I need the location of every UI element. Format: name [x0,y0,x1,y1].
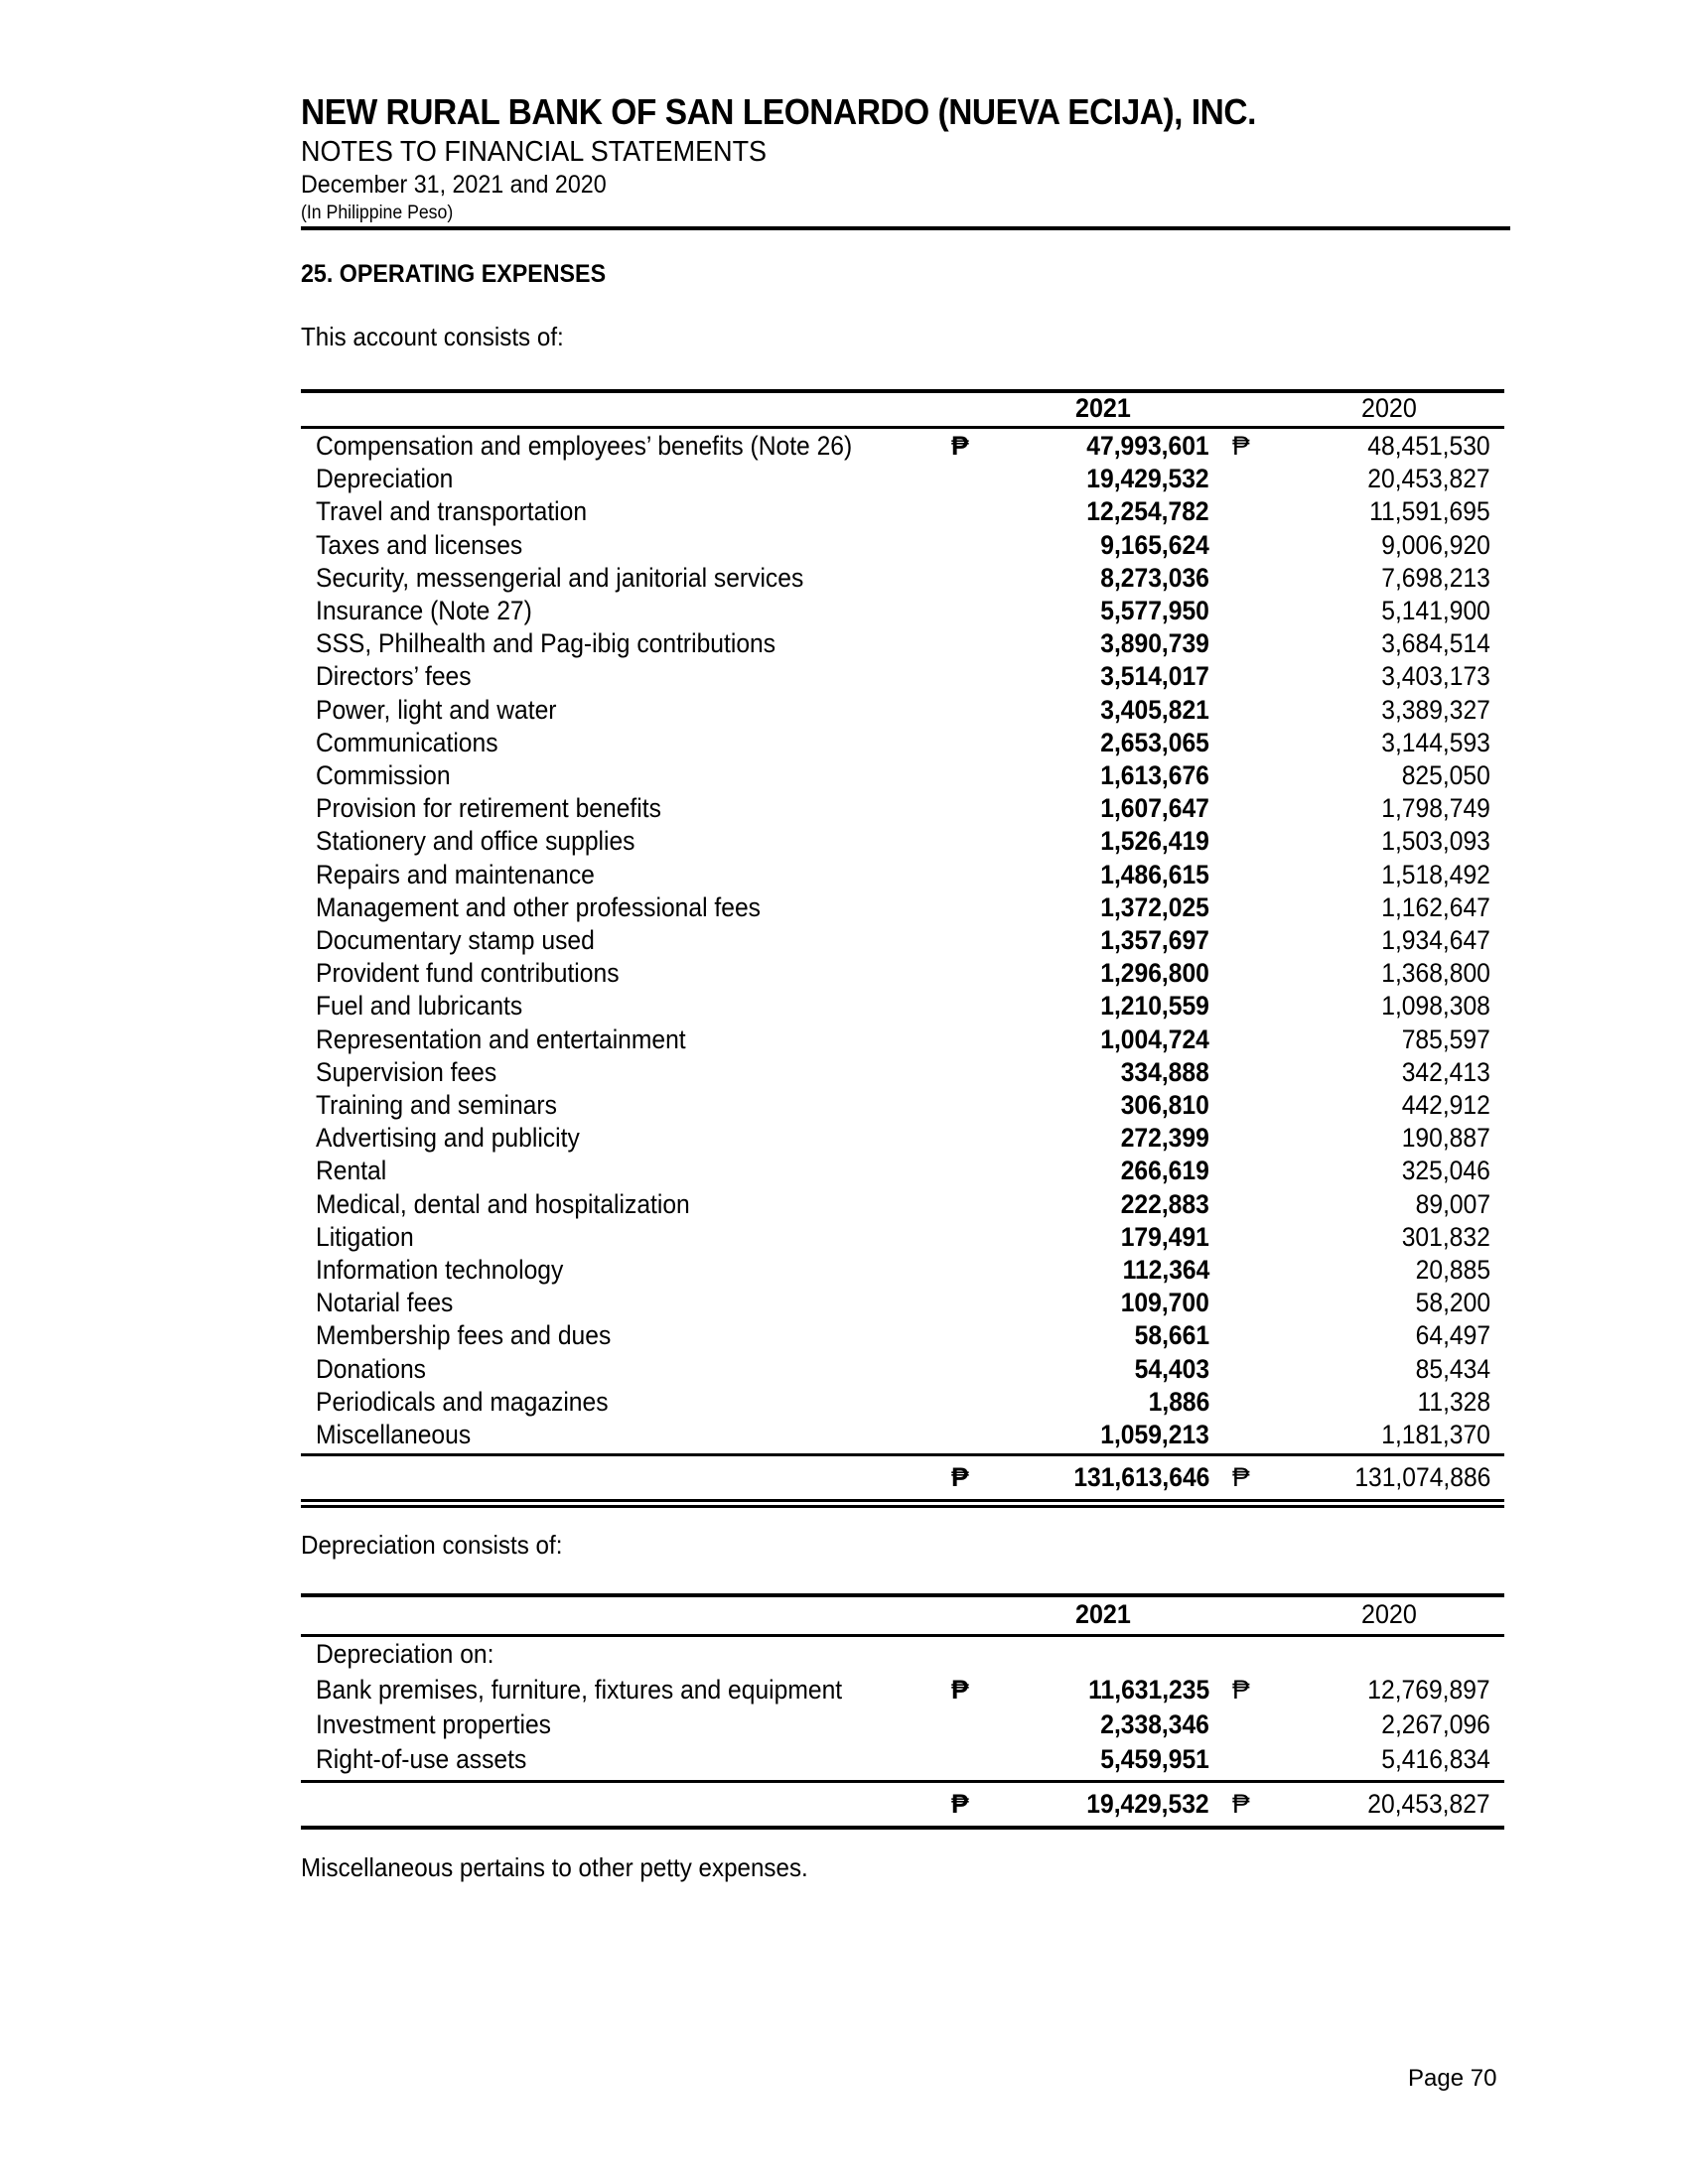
value-2021: 58,661 [1134,1320,1209,1351]
row-label: Miscellaneous [316,1420,472,1449]
table-row [301,1254,1504,1287]
value-2021: 1,296,800 [1100,958,1209,989]
peso-sign: ₱ [1232,431,1250,461]
value-2021: 109,700 [1120,1288,1209,1318]
value-2020: 825,050 [1401,760,1490,790]
table-bottom-rule [301,1826,1504,1830]
value-2020: 3,144,593 [1381,727,1490,757]
value-2021: 222,883 [1120,1188,1209,1219]
column-header-2020: 2020 [1361,1599,1417,1629]
total-row [301,1788,1504,1821]
value-2021: 1,486,615 [1100,859,1209,889]
row-label: Stationery and office supplies [316,826,635,857]
value-2021: 266,619 [1120,1156,1209,1186]
value-2021: 8,273,036 [1100,562,1209,593]
table-row [301,627,1504,660]
peso-sign: ₱ [951,1675,969,1705]
group-label-row [301,1638,1504,1671]
table-row [301,430,1504,463]
value-2020: 1,934,647 [1381,925,1490,955]
value-2020: 325,046 [1401,1156,1490,1186]
row-label: Rental [316,1156,387,1186]
value-2021: 54,403 [1134,1353,1209,1384]
peso-sign: ₱ [1232,1789,1250,1819]
double-rule-top [301,1499,1504,1502]
row-label: Provision for retirement benefits [316,793,661,824]
table-row [301,694,1504,727]
value-2020: 48,451,530 [1367,431,1490,461]
value-2020: 7,698,213 [1381,562,1490,593]
table-row [301,792,1504,825]
table-header-row [301,1598,1504,1631]
row-label: Repairs and maintenance [316,859,595,889]
table-row [301,463,1504,495]
value-2021: 3,405,821 [1100,694,1209,725]
value-2020: 3,403,173 [1381,661,1490,692]
table-top-rule [301,1593,1504,1597]
table-row [301,562,1504,595]
value-2021: 1,059,213 [1100,1420,1209,1449]
table-row [301,1386,1504,1419]
value-2021: 1,357,697 [1100,925,1209,955]
value-2021: 19,429,532 [1086,464,1209,494]
value-2021: 1,607,647 [1100,793,1209,824]
subtotal-rule [301,1453,1504,1456]
row-label: Security, messengerial and janitorial services [316,562,804,593]
row-label: Periodicals and magazines [316,1386,609,1417]
row-label: Medical, dental and hospitalization [316,1188,690,1219]
value-2021: 2,338,346 [1100,1709,1209,1739]
value-2020: 20,453,827 [1367,464,1490,494]
value-2020: 1,368,800 [1381,958,1490,989]
row-label: Bank premises, furniture, fixtures and equipment [316,1675,843,1705]
value-2021: 112,364 [1122,1255,1209,1285]
double-rule-bottom [301,1505,1504,1508]
header-bottom-rule [301,426,1504,429]
value-2020: 9,006,920 [1381,529,1490,560]
table-row [301,1024,1504,1056]
currency-note: (In Philippine Peso) [301,203,454,223]
table-row [301,825,1504,858]
depreciation-intro: Depreciation consists of: [301,1530,563,1560]
value-2020: 64,497 [1415,1320,1490,1351]
footnote: Miscellaneous pertains to other petty expenses. [301,1852,808,1882]
peso-sign: ₱ [1232,1462,1250,1493]
value-2021: 12,254,782 [1086,496,1209,527]
table-row [301,1122,1504,1155]
row-label: Donations [316,1353,426,1384]
table-row [301,1319,1504,1352]
value-2020: 342,413 [1401,1056,1490,1087]
row-label: Fuel and lubricants [316,991,523,1022]
value-2020: 11,591,695 [1369,496,1490,527]
peso-sign: ₱ [951,1462,969,1493]
value-2020: 11,328 [1417,1386,1490,1417]
row-label: Commission [316,760,451,790]
value-2020: 442,912 [1401,1090,1490,1120]
table-row [301,495,1504,528]
value-2020: 5,141,900 [1381,596,1490,625]
value-2021: 1,886 [1148,1386,1209,1417]
table-row [301,727,1504,759]
row-label: Notarial fees [316,1288,454,1318]
row-label: Taxes and licenses [316,529,523,560]
table-row [301,1056,1504,1089]
value-2021: 334,888 [1120,1056,1209,1087]
value-2021: 47,993,601 [1086,431,1209,461]
row-label: Depreciation [316,464,454,494]
total-2020: 20,453,827 [1367,1789,1490,1819]
peso-sign: ₱ [951,1789,969,1819]
column-header-2021: 2021 [1075,1599,1131,1629]
table-row [301,1419,1504,1451]
header-bottom-rule [301,1634,1504,1637]
value-2020: 5,416,834 [1381,1744,1490,1774]
value-2021: 5,577,950 [1100,596,1209,625]
row-label: Directors’ fees [316,661,472,692]
value-2020: 1,181,370 [1381,1420,1490,1449]
value-2021: 2,653,065 [1100,727,1209,757]
row-label: Supervision fees [316,1056,497,1087]
column-header-2021: 2021 [1075,393,1131,423]
group-label: Depreciation on: [316,1639,494,1669]
value-2021: 3,890,739 [1100,628,1209,659]
row-label: Investment properties [316,1709,551,1739]
total-2021: 131,613,646 [1072,1462,1209,1493]
value-2021: 1,210,559 [1100,991,1209,1022]
table-row [301,1221,1504,1254]
row-label: Training and seminars [316,1090,557,1120]
value-2020: 3,684,514 [1381,628,1490,659]
value-2021: 306,810 [1120,1090,1209,1120]
row-label: Travel and transportation [316,496,588,527]
subtotal-rule [301,1780,1504,1783]
value-2021: 9,165,624 [1100,529,1209,560]
value-2020: 58,200 [1415,1288,1490,1318]
table-row [301,1188,1504,1221]
value-2021: 5,459,951 [1100,1744,1209,1774]
value-2021: 1,004,724 [1100,1024,1209,1054]
value-2020: 1,798,749 [1381,793,1490,824]
table-row [301,1089,1504,1122]
value-2021: 1,372,025 [1100,891,1209,922]
value-2020: 20,885 [1415,1255,1490,1285]
row-label: Communications [316,727,498,757]
value-2020: 1,162,647 [1381,891,1490,922]
row-label: Power, light and water [316,694,557,725]
total-row [301,1461,1504,1494]
table-row [301,891,1504,924]
value-2020: 1,098,308 [1381,991,1490,1022]
page-number: Page 70 [1408,2065,1497,2092]
total-2021: 19,429,532 [1086,1789,1209,1819]
value-2020: 12,769,897 [1367,1675,1490,1705]
row-label: Right-of-use assets [316,1744,527,1774]
value-2020: 2,267,096 [1381,1709,1490,1739]
section-title: 25. OPERATING EXPENSES [301,260,607,288]
value-2021: 1,613,676 [1100,760,1209,790]
value-2021: 3,514,017 [1100,661,1209,692]
peso-sign: ₱ [951,431,969,461]
row-label: Documentary stamp used [316,925,595,955]
company-name: NEW RURAL BANK OF SAN LEONARDO (NUEVA ECIJA), INC. [301,91,1256,132]
row-label: Compensation and employees’ benefits (Note 26) [316,431,853,461]
table-row [301,660,1504,693]
row-label: Information technology [316,1255,564,1285]
section-intro: This account consists of: [301,322,564,351]
value-2020: 3,389,327 [1381,694,1490,725]
header-divider [301,226,1510,230]
value-2021: 11,631,235 [1088,1675,1209,1705]
table-row [301,595,1504,627]
table-row [301,1708,1504,1741]
table-row [301,1743,1504,1776]
row-label: SSS, Philhealth and Pag-ibig contributions [316,628,776,659]
value-2020: 301,832 [1401,1221,1490,1252]
table-row [301,759,1504,792]
value-2020: 785,597 [1401,1024,1490,1054]
document-subtitle: NOTES TO FINANCIAL STATEMENTS [301,136,768,168]
value-2021: 272,399 [1120,1123,1209,1154]
row-label: Litigation [316,1221,414,1252]
row-label: Insurance (Note 27) [316,596,532,625]
table-row [301,1287,1504,1319]
table-header-row [301,392,1504,425]
row-label: Membership fees and dues [316,1320,612,1351]
value-2020: 1,503,093 [1381,826,1490,857]
table-row [301,1674,1504,1706]
table-row [301,924,1504,957]
value-2020: 85,434 [1415,1353,1490,1384]
table-row [301,1353,1504,1386]
row-label: Management and other professional fees [316,891,762,922]
value-2021: 1,526,419 [1100,826,1209,857]
column-header-2020: 2020 [1361,393,1417,423]
value-2020: 89,007 [1415,1188,1490,1219]
table-row [301,529,1504,562]
row-label: Advertising and publicity [316,1123,580,1154]
peso-sign: ₱ [1232,1675,1250,1705]
table-row [301,1155,1504,1187]
table-row [301,990,1504,1023]
value-2021: 179,491 [1120,1221,1209,1252]
row-label: Provident fund contributions [316,958,620,989]
table-row [301,957,1504,990]
table-row [301,859,1504,891]
value-2020: 190,887 [1401,1123,1490,1154]
period-dates: December 31, 2021 and 2020 [301,171,607,199]
total-2020: 131,074,886 [1353,1462,1490,1493]
value-2020: 1,518,492 [1381,859,1490,889]
row-label: Representation and entertainment [316,1024,686,1054]
